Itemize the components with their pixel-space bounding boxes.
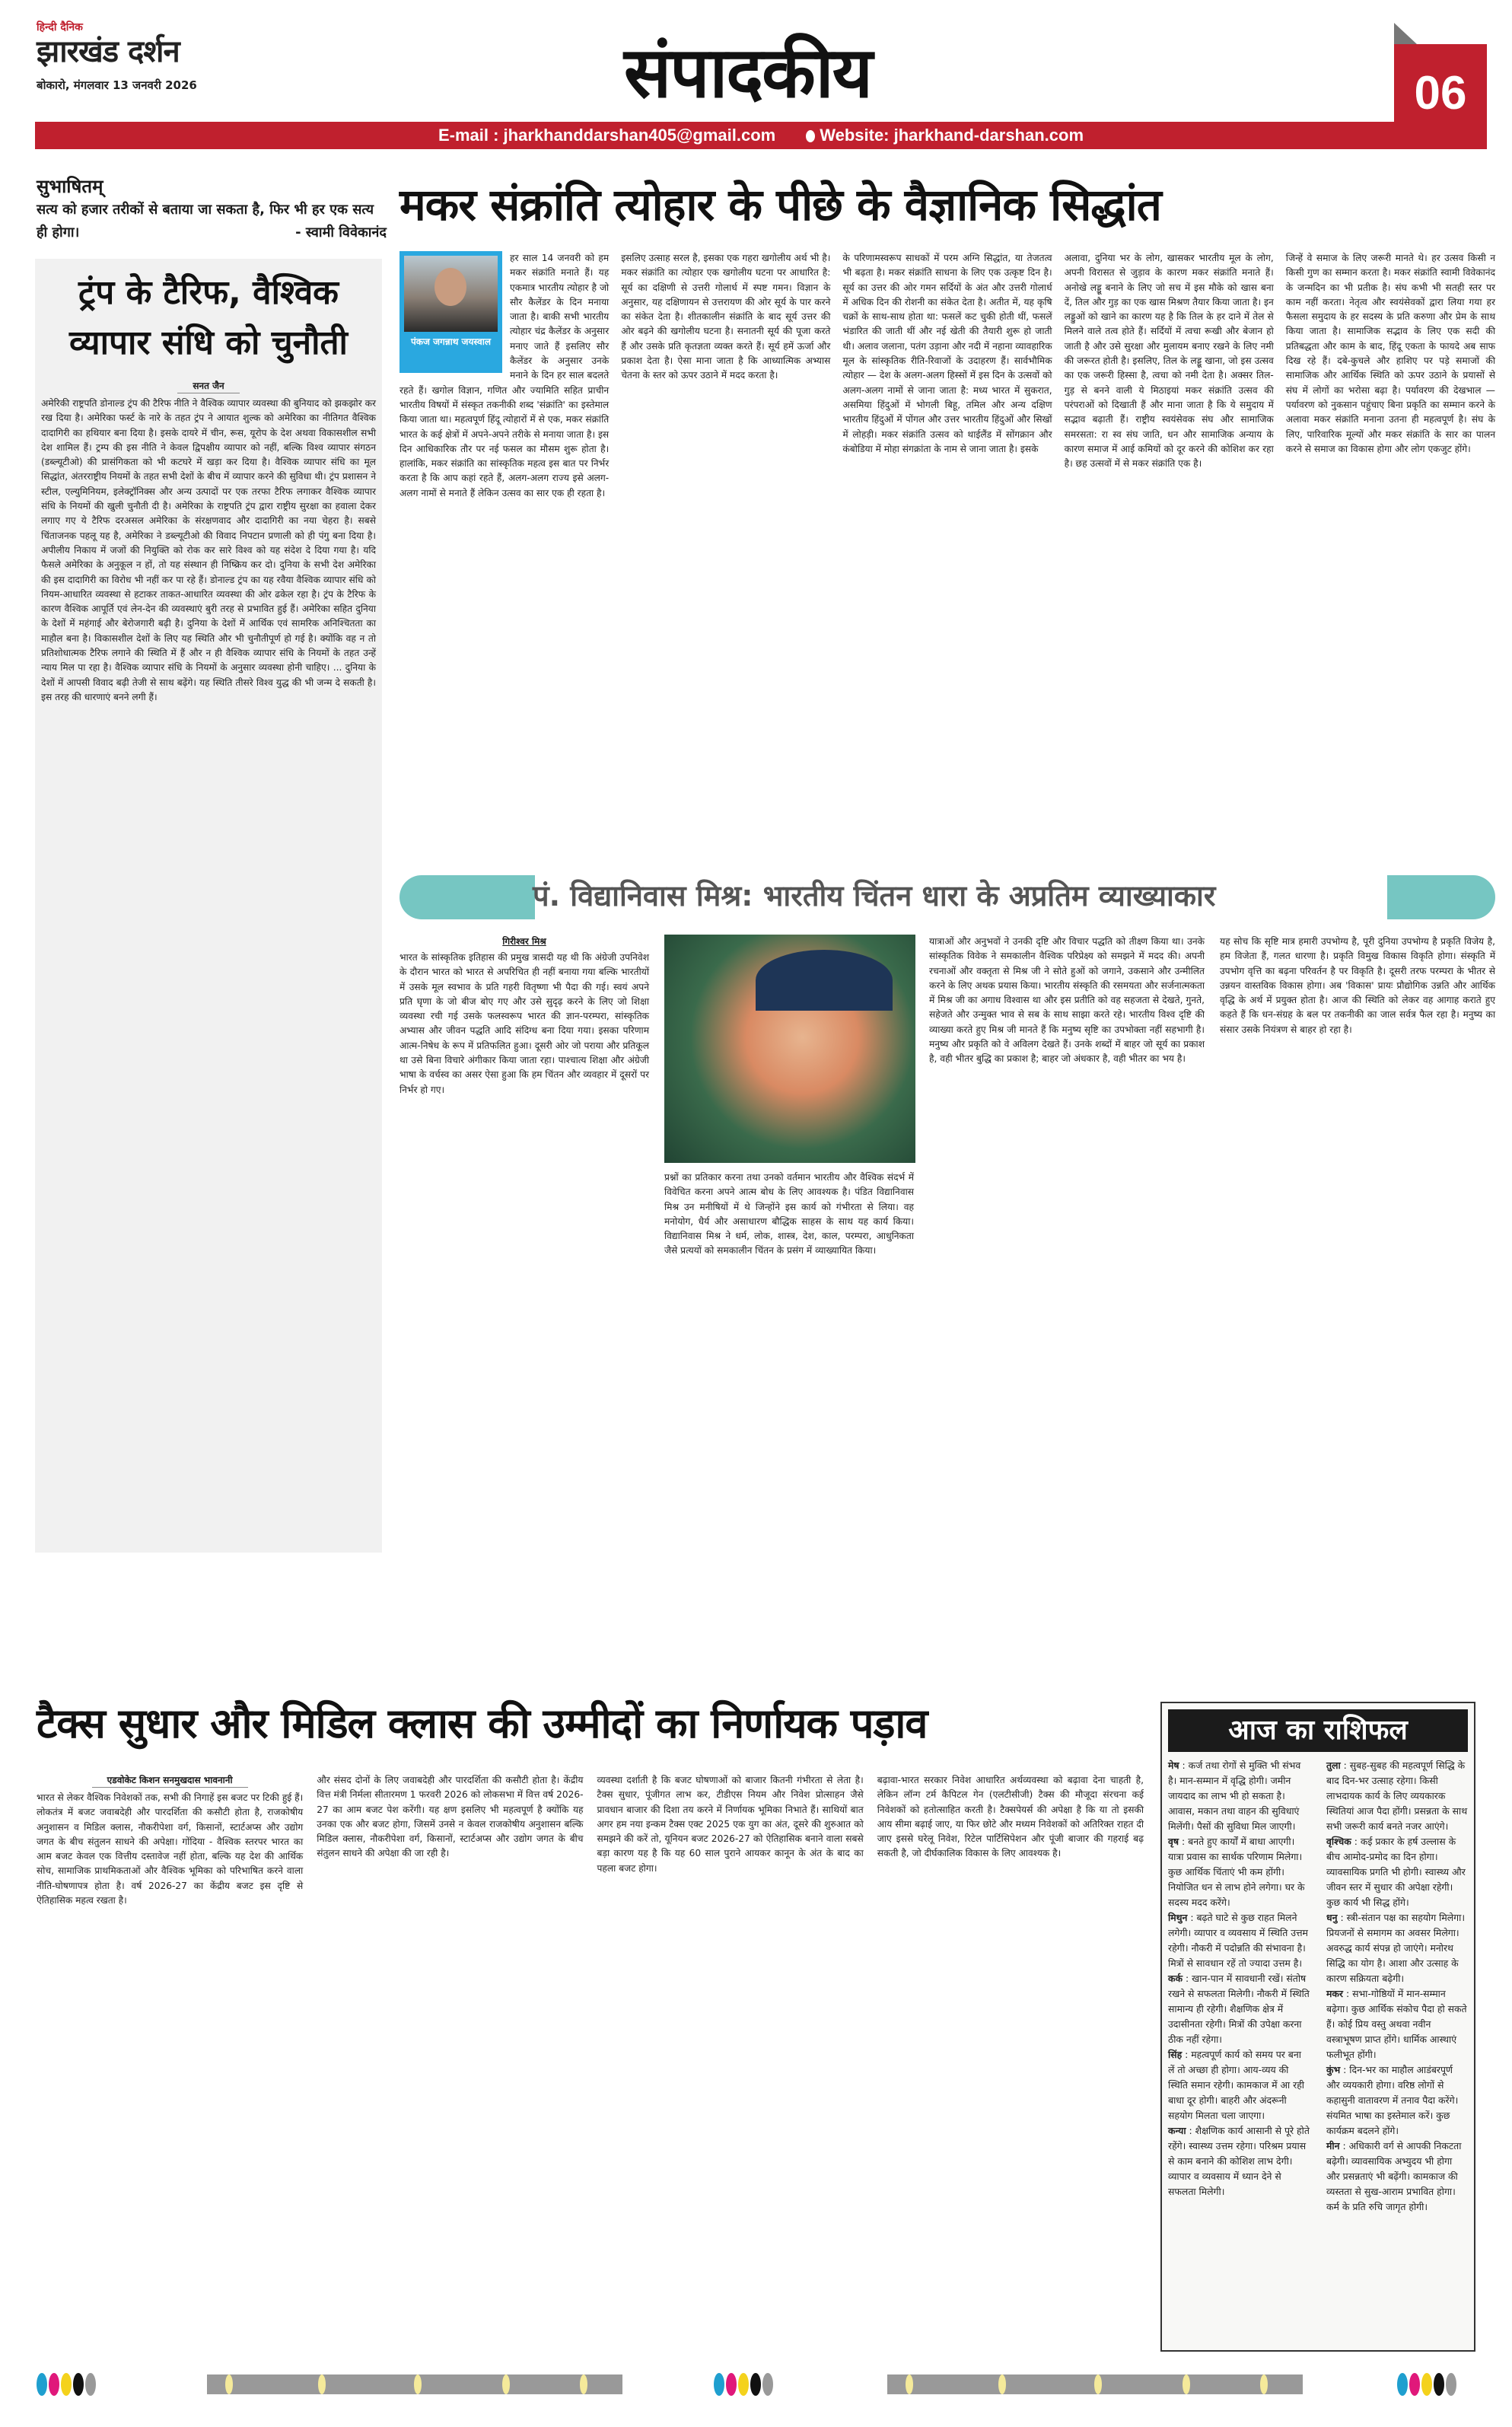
- rashi-sign: मीन: [1326, 2140, 1340, 2151]
- rashi-text: बनते हुए कार्यों में बाधा आएगी। यात्रा प्रवास का सार्थक परिणाम मिलेगा। कुछ आर्थिक चिंताएं भी कम होंगी। नियोजित धन से लाभ होने लगेगा। घर के सदस्य मदद करेंगे।: [1168, 1836, 1305, 1908]
- article-column: और संसद दोनों के लिए जवाबदेही और पारदर्शिता की कसौटी होता है। केंद्रीय वित्त मंत्री निर्मला सीतारमण 1 फरवरी 2026 को लोकसभा में वित्त वर्ष 2026-27 का आम बजट पेश करेंगी। यह क्षण इसलिए भी महत्वपूर्ण है क्योंकि यह उनका एक और बजट होगा, जिसमें उनसे न केवल राजकोषीय अनुशासन बल्कि मिडिल क्लास, नौकरीपेशा वर्ग, किसानों, स्टार्टअप्स और उद्योग जगत के बीच संतुलन साधने की अपेक्षा की जा रही है।: [317, 1775, 584, 1859]
- rashi-text: बढ़ते घाटे से कुछ राहत मिलने लगेगी। व्यापार व व्यवसाय में स्थिति उत्तम रहेगी। नौकरी में पदोन्नति की संभावना है। मित्रों से सावधान रहें तो ज्यादा उत्तम है।: [1168, 1912, 1308, 1969]
- registration-marks: [714, 2373, 773, 2396]
- rashi-item: तुला : सुबह-सुबह की महत्वपूर्ण सिद्धि के बाद दिन-भर उत्साह रहेगा। किसी लाभदायक कार्य के लिए व्ययकारक स्थितियां आज पैदा होंगी। प्रसन्नता के साथ सभी जरूरी कार्य बनते नजर आएंगे।: [1326, 1760, 1468, 1832]
- column-text: हर साल 14 जनवरी को हम मकर संक्रांति मनाते हैं। यह एकमात्र भारतीय त्योहार है जो सौर कैलेंडर के दिन मनाया जाता है। बाकी सभी भारतीय त्योहार चंद्र कैलेंडर के अनुसार मनाए जाते हैं इसलिए सौर कैलेंडर के अनुसार उनके मनाने के दिन हर साल बदलते रहते हैं। खगोल विज्ञान, गणित और ज्यामिति सहित प्राचीन भारतीय विषयों में संस्कृत तकनीकी शब्द 'संक्रांति' का इस्तेमाल किया जाता था। महत्वपूर्ण हिंदू त्योहारों में से एक, मकर संक्रांति भारत के कई क्षेत्रों में अपने-अपने तरीके से मनाया जाता है। इस दिन आधिकारिक तौर पर नई फसल का मौसम शुरू होता है। हालांकि, मकर संक्रांति का सांस्कृतिक महत्व इस बात पर निर्भर करता है कि आप कहां रहते हैं, अलग-अलग राज्य इसे अलग-अलग नामों से मनाते हैं लेकिन उत्सव का सार एक ही रहता है।: [399, 253, 610, 498]
- rashi-text: सभा-गोष्ठियों में मान-सम्मान बढ़ेगा। कुछ आर्थिक संकोच पैदा हो सकते हैं। कोई प्रिय वस्तु अथवा नवीन वस्त्राभूषण प्राप्त होंगे। धार्मिक आस्थाएं फलीभूत होंगी।: [1326, 1988, 1467, 2060]
- quote-body: सत्य को हजार तरीकों से बताया जा सकता है, फिर भी हर एक सत्य ही होगा।: [37, 202, 374, 240]
- article-column: बढ़ावा-भारत सरकार निवेश आधारित अर्थव्यवस्था को बढ़ावा देना चाहती है, लेकिन लॉन्ग टर्म कैपिटल गेन (एलटीसीजी) टैक्स की मौजूदा संरचना कई निवेशकों को हतोत्साहित करती है। टैक्सपेयर्स की अपेक्षा है कि या तो इसकी आय सीमा बढ़ाई जाए, या फिर छोटे और मध्यम निवेशकों को अतिरिक्त राहत दी जाए इससे घरेलू निवेश, रिटेल पार्टिसिपेशन और पूंजी बाजार की गहराई बढ़ सकती है, जो दीर्घकालिक विकास के लिए आवश्यक है।: [877, 1775, 1144, 1859]
- article-column: जिन्हें वे समाज के लिए जरूरी मानते थे। हर उत्सव किसी न किसी गुण का सम्मान करता है। मकर संक्रांति स्वामी विवेकानंद के जन्मदिन का भी प्रतीक है। संघ कभी भी सतही स्तर पर काम नहीं करता। नेतृत्व और स्वयंसेवकों द्वारा लिया गया हर फैसला समुदाय के हर सदस्य के प्रति करुणा और प्रेम के साथ किया जाता है। सामाजिक सद्भाव के लिए एक सदी की प्रतिबद्धता और काम के बाद, हिंदू एकता के फायदे अब साफ दिख रहे हैं। दबे-कुचले और हाशिए पर पड़े समाजों की सामाजिक और आर्थिक स्थिति को ऊपर उठाने के प्रयासों से संघ में लोगों का भरोसा बढ़ा है। पर्यावरण की देखभाल — पर्यावरण को नुकसान पहुंचाए बिना प्रकृति का सम्मान करने के अलावा मकर संक्रांति मनाना उतना ही महत्वपूर्ण है। संघ के लिए, पारिवारिक मूल्यों और मकर संक्रांति के सार का पालन करने से समाज का विकास होगा और लोग एकजुट होंगे।: [1285, 253, 1495, 454]
- rashi-sign: तुला: [1326, 1760, 1341, 1771]
- byline-name: सनत जैन: [177, 381, 239, 393]
- rashifal-title: आज का राशिफल: [1168, 1709, 1468, 1752]
- rashifal-column-right: [1326, 1758, 1468, 2215]
- rashi-item: कन्या : शैक्षणिक कार्य आसानी से पूरे होते रहेंगे। स्वास्थ्य उत्तम रहेगा। परिश्रम प्रयास से काम बनाने की कोशिश लाभ देगी। व्यापार व व्यवसाय में ध्यान देने से सफलता मिलेगी।: [1168, 2125, 1310, 2197]
- article-column: यह सोच कि सृष्टि मात्र हमारी उपभोग्य है, पूरी दुनिया उपभोग्य है प्रकृति विजेय है, हम विजेता हैं, गलत धारणा है। प्रकृति विमुख विकास विकृति होगा। संस्कृति में उपभोग वृत्ति का बढ़ना परिवर्तन है पर विकृति है। दूसरी तरफ परम्परा के भीतर से उन्नयन वास्तविक विकास होगा। अब 'विकास' प्रायः प्रौद्योगिक उन्नति और आर्थिक वृद्धि के अर्थ में प्रयुक्त होता है। आज की स्थिति को लेकर वह आगाह कराते हुए कहते हैं कि धन-संग्रह के बल पर तकनीकी का जाल सर्वत्र फैल रहा है। मनुष्य का संसार उसके नियंत्रण से बाहर हो रहा है।: [1220, 936, 1495, 1035]
- byline-name: एडवोकेट किशन सनमुखदास भावनानी: [92, 1775, 248, 1788]
- rashi-text: खान-पान में सावधानी रखें। संतोष रखने से सफलता मिलेगी। नौकरी में स्थिति सामान्य ही रहेगी। शैक्षणिक क्षेत्र में उदासीनता रहेगी। मित्रों की उपेक्षा करना ठीक नहीं रहेगा।: [1168, 1973, 1310, 2045]
- quote-text: [37, 199, 387, 244]
- rashi-item: मकर : सभा-गोष्ठियों में मान-सम्मान बढ़ेगा। कुछ आर्थिक संकोच पैदा हो सकते हैं। कोई प्रिय वस्तु अथवा नवीन वस्त्राभूषण प्राप्त होंगे। धार्मिक आस्थाएं फलीभूत होंगी।: [1326, 1988, 1467, 2060]
- rashi-sign: मकर: [1326, 1988, 1343, 1999]
- article-column: व्यवस्था दर्शाती है कि बजट घोषणाओं को बाजार कितनी गंभीरता से लेता है। टैक्स सुधार, पूंजीगत लाभ कर, टीडीएस नियम और निवेश प्रोत्साहन जैसे प्रावधान बाजार की दिशा तय करने में निर्णायक भूमिका निभाते हैं। साथियों बात अगर हम नया इन्कम टैक्स एक्ट 2025 एक युग का अंत, दूसरे की शुरुआत को समझने की करें तो, यूनियन बजट 2026-27 को ऐतिहासिक बनाने वाला सबसे बड़ा कारण यह है कि यह 60 साल पुराने आयकर कानून के अंत के बाद का पहला बजट होगा।: [597, 1775, 864, 1874]
- website-link-wrap: [806, 126, 1084, 145]
- article-byline: गिरीश्वर मिश्र: [502, 936, 546, 947]
- date-line: बोकारो, मंगलवार 13 जनवरी 2026: [37, 78, 197, 92]
- rashi-text: कई प्रकार के हर्ष उल्लास के बीच आमोद-प्रमोद का दिन होगा। व्यावसायिक प्रगति भी होगी। स्वास्थ्य और जीवन स्तर में सुधार की अपेक्षा रहेगी। कुछ कार्य भी सिद्ध होंगे।: [1326, 1836, 1466, 1908]
- rashi-item: मेष : कर्ज तथा रोगों से मुक्ति भी संभव है। मान-सम्मान में वृद्धि होगी। जमीन जायदाद का लाभ भी हो सकता है। आवास, मकान तथा वाहन की सुविधाएं मिलेंगी। पैसों की सुविधा मिल जाएगी।: [1168, 1760, 1301, 1832]
- rashi-sign: कन्या: [1168, 2125, 1186, 2136]
- print-color-bar: [0, 2373, 1512, 2396]
- column-text: प्रश्नों का प्रतिकार करना तथा उनको वर्तमान भारतीय और वैश्विक संदर्भ में विवेचित करना अपने आत्म बोध के लिए आवश्यक है। पंडित विद्यानिवास मिश्र उन मनीषियों में थे जिन्होंने इस कार्य को गंभीरता से लिया। वह मनोयोग, धैर्य और असाधारण बौद्धिक साहस के साथ यह कार्य किया। विद्यानिवास मिश्र ने धर्म, लोक, शास्त्र, देश, काल, परम्परा, आधुनिकता जैसे प्रत्ययों को समकालीन चिंतन के प्रसंग में व्याख्यायित किया।: [664, 1172, 914, 1256]
- email-link[interactable]: E-mail : jharkhanddarshan405@gmail.com: [438, 126, 776, 145]
- contact-bar: [35, 122, 1487, 149]
- rashi-text: शैक्षणिक कार्य आसानी से पूरे होते रहेंगे। स्वास्थ्य उत्तम रहेगा। परिश्रम प्रयास से काम बनाने की कोशिश लाभ देगी। व्यापार व व्यवसाय में ध्यान देने से सफलता मिलेगी।: [1168, 2125, 1310, 2197]
- brand-name: झारखंड दर्शन: [37, 34, 180, 69]
- page-corner-decoration: [1394, 23, 1417, 44]
- rashi-sign: धनु: [1326, 1912, 1338, 1923]
- rashi-item: वृष : बनते हुए कार्यों में बाधा आएगी। यात्रा प्रवास का सार्थक परिणाम मिलेगा। कुछ आर्थिक चिंताएं भी कम होंगी। नियोजित धन से लाभ होने लगेगा। घर के सदस्य मदद करेंगे।: [1168, 1836, 1305, 1908]
- tax-article: [37, 1773, 1144, 2352]
- grey-strip: [887, 2374, 1303, 2394]
- article-column: [37, 1773, 303, 2352]
- rashi-sign: कर्क: [1168, 1973, 1183, 1984]
- rashi-text: महत्वपूर्ण कार्य को समय पर बना लें तो अच्छा ही होगा। आय-व्यय की स्थिति समान रहेगी। कामकाज में आ रही बाधा दूर होगी। बाहरी और अंदरूनी सहयोग मिलता चला जाएगा।: [1168, 2049, 1304, 2121]
- article-headline: ट्रंप के टैरिफ, वैश्विक व्यापार संधि को चुनौती: [69, 273, 348, 362]
- article-column: अलावा, दुनिया भर के लोग, खासकर भारतीय मूल के लोग, अपनी विरासत से जुड़ाव के कारण मकर संक्रांति मनाते हैं। अनोखे लड्डू बनाने के लिए जो सच में इस मौके को खास बना दें, तिल और गुड़ का एक खास मिश्रण तैयार किया जाता है। इन लड्डुओं को खाने का कारण यह है कि तिल के हर दाने में तेल से मिलने वाले तत्व होते हैं। सर्दियों में त्वचा रूखी और बेजान हो जाती है और उसे सुरक्षा और मुलायम बनाए रखने के लिए नमी की जरूरत होती है। इसलिए, तिल के लड्डू खाना, जो इस उत्सव का एक जरूरी हिस्सा है, त्वचा को नमी देता है। अक्सर तिल-गुड़ से बनने वाली ये मिठाइयां मकर संक्रांति उत्सव की परंपराओं को दिखाती हैं और माना जाता है कि ये समुदाय में सद्भाव बढ़ाती हैं। राष्ट्रीय स्वयंसेवक संघ और सामाजिक समरसता: रा स्व संघ जाति, धन और सामाजिक अन्याय के कारण समाज में आई कमियों को दूर करने की कोशिश कर रहा है। छह उत्सवों में से मकर संक्रांति एक है।: [1064, 253, 1274, 470]
- article-column: [664, 935, 914, 1665]
- rashi-text: अधिकारी वर्ग से आपकी निकटता बढ़ेगी। व्यावसायिक अभ्युदय भी होगा और प्रसन्नताएं भी बढ़ेंगी। कामकाज की व्यस्तता से सुख-आराम प्रभावित होगा। कर्म के प्रति रुचि जागृत होगी।: [1326, 2140, 1462, 2212]
- rashi-item: धनु : स्त्री-संतान पक्ष का सहयोग मिलेगा। प्रियजनों से समागम का अवसर मिलेगा। अवरुद्ध कार्य संपन्न हो जाएंगे। मनोरथ सिद्धि का योग है। आशा और उत्साह के कारण सक्रियता बढ़ेगी।: [1326, 1912, 1466, 1984]
- newspaper-brand: [37, 21, 280, 93]
- article-body: अमेरिकी राष्ट्रपति डोनाल्ड ट्रंप की टैरिफ नीति ने वैश्विक व्यापार व्यवस्था की बुनियाद को झकझोर कर रख दिया है। अमेरिका फर्स्ट के नारे के तहत ट्रंप ने आयात शुल्क को अमेरिका का नीतिगत वैश्विक दादागिरी का हथियार बना दिया है। इसके दायरे में चीन, रूस, यूरोप के देश अथवा विकासशील सभी देश शामिल हैं। ट्रम्प की इस नीति ने केवल द्विपक्षीय व्यापार को नहीं, बल्कि विश्व व्यापार संगठन (डब्ल्यूटीओ) की प्रासंगिकता को भी कटघरे में खड़ा कर दिया है। वैश्विक व्यापार संधि का मूल सिद्धांत, अंतरराष्ट्रीय नियमों के तहत सभी देशों के बीच में व्यापार करने की सुविधा थी। ट्रंप प्रशासन ने स्टील, एल्युमिनियम, इलेक्ट्रॉनिक्स और अन्य उत्पादों पर एक तरफा टैरिफ लगाकर वैश्विक व्यापार संधि के नियमों की खुली चुनौती दी है। अमेरिका के राष्ट्रपति ट्रंप द्वारा राष्ट्रीय सुरक्षा का हवाला देकर लगाए गए ये टैरिफ दरअसल अमेरिका के संरक्षणवाद और दादागिरी का नया चेहरा है। सबसे चिंताजनक पहलू यह है, अमेरिका ने डब्ल्यूटीओ की विवाद निपटान प्रणाली को ही पंगु बना दिया है। अपीलीय निकाय में जजों की नियुक्ति को रोक कर सारे विश्व को यह संदेश दे दिया गया है। यदि फैसले अमेरिका के अनुकूल न हों, तो यह संस्थान ही निष्क्रिय कर दो। दुनिया के सभी देश अमेरिका की इस दादागिरी का विरोध भी नहीं कर पा रहे हैं। डोनाल्ड ट्रंप का यह रवैया वैश्विक व्यापार संधि को नियम-आधारित व्यवस्था से हटाकर ताकत-आधारित व्यवस्था की ओर ढकेल रहा है। ट्रंप के टैरिफ के कारण वैश्विक आपूर्ति एवं लेन-देन की व्यवस्थाएं बुरी तरह से प्रभावित हुई हैं। अमेरिका सहित दुनिया के देशों में महंगाई और बेरोजगारी बढ़ी है। दुनिया के देशों में आर्थिक एवं सामरिक अनिश्चितता का माहौल बना है। विकासशील देशों के लिए यह स्थिति और भी चुनौतीपूर्ण हो गई है। क्योंकि वह न तो प्रतिशोधात्मक टैरिफ लगाने की स्थिति में हैं और न ही वैश्विक व्यापार संधि के नियमों के तहत उन्हें न्याय मिल पा रहा है। वैश्विक व्यापार संधि के नियमों के अनुसार व्यवस्था होनी चाहिए। ... दुनिया के देशों में आपसी विवाद बढ़ी तेजी से साथ बढ़ेंगे। यह स्थिति तीसरे विश्व युद्ध की भी जन्म दे सकती है। इस तरह की धारणाएं बनने लगी हैं।: [41, 398, 376, 702]
- rashifal-columns: [1168, 1758, 1468, 2215]
- article-column: के परिणामस्वरूप साधकों में परम अग्नि सिद्धांत, या तेजतत्व भी बढ़ता है। मकर संक्रांति साधना के लिए एक उत्कृष्ट दिन है। सूर्य का उत्तर की ओर गमन सर्दियों के अंत और उत्तरी गोलार्ध में अधिक दिन की रोशनी का संकेत देता है। अतीत में, यह कृषि चक्रों के साथ-साथ होता था: फसलें कट चुकी होती थीं, फसलें भंडारित की जाती थीं और नई खेती की तैयारी शुरू हो जाती थी। अलाव जलाना, पतंग उड़ाना और नदी में नहाना व्यावहारिक मूल के सांस्कृतिक रीति-रिवाजों के उदाहरण हैं। सार्वभौमिक त्योहार — देश के अलग-अलग हिस्सों में इस दिन के उत्सवों को अलग-अलग नामों से जाना जाता है: मध्य भारत में सुकरात, असमिया हिंदुओं में भोगली बिहू, तमिल और अन्य दक्षिण भारतीय हिंदुओं में पोंगल और उत्तर भारतीय हिंदुओं और सिखों में लोहड़ी। मकर संक्रांति उत्सव को थाईलैंड में सोंगक्रान और कंबोडिया में मोहा संगक्रांता के नाम से जाना जाता है। इसके: [842, 253, 1052, 454]
- rashi-text: कर्ज तथा रोगों से मुक्ति भी संभव है। मान-सम्मान में वृद्धि होगी। जमीन जायदाद का लाभ भी हो सकता है। आवास, मकान तथा वाहन की सुविधाएं मिलेंगी। पैसों की सुविधा मिल जाएगी।: [1168, 1760, 1301, 1832]
- rashifal-column-left: [1168, 1758, 1310, 2215]
- rashi-sign: वृश्चिक: [1326, 1836, 1351, 1847]
- brand-subtitle: हिन्दी दैनिक: [37, 21, 83, 33]
- portrait-photo: [664, 935, 915, 1163]
- rashi-item: मीन : अधिकारी वर्ग से आपकी निकटता बढ़ेगी। व्यावसायिक अभ्युदय भी होगा और प्रसन्नताएं भी बढ़ेंगी। कामकाज की व्यस्तता से सुख-आराम प्रभावित होगा। कर्म के प्रति रुचि जागृत होगी।: [1326, 2140, 1462, 2212]
- rashi-sign: वृष: [1168, 1836, 1179, 1847]
- grey-strip: [207, 2374, 622, 2394]
- rashi-text: दिन-भर का माहौल आडंबरपूर्ण और व्ययकारी होगा। वरिष्ठ लोगों से कहासुनी वातावरण में तनाव पैदा करेंगे। संयमित भाषा का इस्तेमाल करें। कुछ कार्यक्रम बदलने होंगे।: [1326, 2064, 1459, 2136]
- rashi-item: कुंभ : दिन-भर का माहौल आडंबरपूर्ण और व्ययकारी होगा। वरिष्ठ लोगों से कहासुनी वातावरण में तनाव पैदा करेंगे। संयमित भाषा का इस्तेमाल करें। कुछ कार्यक्रम बदलने होंगे।: [1326, 2064, 1459, 2136]
- article-column: इसलिए उत्साह सरल है, इसका एक गहरा खगोलीय अर्थ भी है। मकर संक्रांति का त्योहार एक खगोलीय घटना पर आधारित है: सूर्य का दक्षिणी से उत्तरी गोलार्ध में स्पष्ट गमन। विज्ञान के अनुसार, यह दक्षिणायन से उत्तरायण की ओर सूर्य के पार करने का संकेत देता है। शीतकालीन संक्रांति के बाद सूर्य उत्तर की ओर बढ़ने की खगोलीय घटना है। सनातनी सूर्य की पूजा करते हैं और उसके प्रति कृतज्ञता व्यक्त करते हैं। सूर्य हमें ऊर्जा और प्रकाश देता है। ऐसा माना जाता है कि आध्यात्मिक अभ्यास चेतना के स्तर को ऊपर उठाने में मदद करता है।: [621, 253, 831, 381]
- bullet-icon: [806, 130, 815, 142]
- page-number: 06: [1394, 44, 1487, 143]
- rashi-sign: मिथुन: [1168, 1912, 1188, 1923]
- rashi-item: मिथुन : बढ़ते घाटे से कुछ राहत मिलने लगेगी। व्यापार व व्यवसाय में स्थिति उत्तम रहेगी। नौकरी में पदोन्नति की संभावना है। मित्रों से सावधान रहें तो ज्यादा उत्तम है।: [1168, 1912, 1308, 1969]
- misra-headline: पं. विद्यानिवास मिश्र: भारतीय चिंतन धारा के अप्रतिम व्याख्याकार: [533, 879, 1216, 913]
- misra-article: [399, 935, 1495, 1665]
- article-column: यात्राओं और अनुभवों ने उनकी दृष्टि और विचार पद्धति को तीक्ष्ण किया था। उनके सांस्कृतिक विवेक ने समकालीन वैश्विक परिप्रेक्ष्य को समझने में मदद की। अपनी रचनाओं और वक्तृता से मिश्र जी ने सोते हुओं को जगाने, उकसाने और उन्मीलित करने के लिए अथक प्रयास किया। भारतीय संस्कृति की रसमयता और सर्जनात्मकता में मिश्र जी का अगाध विश्वास था और इस प्रतीति को वह सहजता से देखते, गुनते, सहेजते और उन्मुक्त भाव से सब के साथ साझा करते रहे। भारतीय विश्व दृष्टि की व्याख्या करते हुए मिश्र जी मानते हैं कि मनुष्य सृष्टि का उपभोक्ता नहीं सहभागी है। मनुष्य और प्रकृति को वे अविलग देखते हैं। उनके शब्दों में बाहर जो सूर्य का प्रकाश है, वही भीतर बुद्धि का प्रकाश है; बाहर जो अंधकार है, वही भीतर का भय है।: [929, 936, 1205, 1065]
- rashi-sign: मेष: [1168, 1760, 1179, 1771]
- makar-article: [399, 251, 1495, 852]
- article-column: [399, 251, 609, 852]
- rashi-item: कर्क : खान-पान में सावधानी रखें। संतोष रखने से सफलता मिलेगी। नौकरी में स्थिति सामान्य ही रहेगी। शैक्षणिक क्षेत्र में उदासीनता रहेगी। मित्रों की उपेक्षा करना ठीक नहीं रहेगा।: [1168, 1973, 1310, 2045]
- rashi-sign: सिंह: [1168, 2049, 1183, 2060]
- article-byline: [41, 379, 376, 392]
- rashi-item: वृश्चिक : कई प्रकार के हर्ष उल्लास के बीच आमोद-प्रमोद का दिन होगा। व्यावसायिक प्रगति भी होगी। स्वास्थ्य और जीवन स्तर में सुधार की अपेक्षा रहेगी। कुछ कार्य भी सिद्ध होंगे।: [1326, 1836, 1466, 1908]
- author-card: [399, 251, 502, 373]
- quote-author: - स्वामी विवेकानंद: [295, 225, 387, 240]
- masthead: [0, 0, 1512, 152]
- article-byline: [37, 1773, 303, 1786]
- article-column: [399, 935, 649, 1665]
- tax-headline: टैक्स सुधार और मिडिल क्लास की उम्मीदों का निर्णायक पड़ाव: [37, 1699, 928, 1747]
- quote-title: सुभाषितम्: [37, 176, 103, 197]
- column-text: भारत के सांस्कृतिक इतिहास की प्रमुख त्रासदी यह थी कि अंग्रेजी उपनिवेश के दौरान भारत को भारत से अपरिचित ही नहीं बनाया गया बल्कि भारतीयों में उसके मूल स्वभाव के प्रति गहरी वितृष्णा भी पैदा की गई। स्वयं अपने प्रति घृणा के जो बीज बोए गए और उसे सुदृढ़ करने के लिए जो शिक्षा व्यवस्था रची गई उसके फलस्वरूप भारत की ज्ञान-परम्परा, सांस्कृतिक अभ्यास और जीवन पद्धति आदि संदिग्ध बना दिया गया। इसका परिणाम आत्म-निषेध के रूप में प्रतिफलित हुआ। दूसरी ओर जो पराया और प्रतिकूल था उसे बिना विचारे अंगीकार किया जाता रहा। पाश्चात्य शिक्षा और अंग्रेजी भाषा के वर्चस्व का असर ऐसा हुआ कि हम चिंतन और व्यवहार में दूसरों पर निर्भर हो गए।: [399, 952, 649, 1095]
- author-name: पंकज जगन्नाथ जयस्वाल: [410, 336, 492, 347]
- makar-headline: मकर संक्रांति त्योहार के पीछे के वैज्ञानिक सिद्धांत: [399, 179, 1161, 231]
- registration-marks: [1397, 2373, 1456, 2396]
- registration-marks: [37, 2373, 96, 2396]
- rashi-item: सिंह : महत्वपूर्ण कार्य को समय पर बना लें तो अच्छा ही होगा। आय-व्यय की स्थिति समान रहेगी। कामकाज में आ रही बाधा दूर होगी। बाहरी और अंदरूनी सहयोग मिलता चला जाएगा।: [1168, 2049, 1304, 2121]
- website-link[interactable]: Website: jharkhand-darshan.com: [820, 126, 1084, 145]
- section-title: संपादकीय: [624, 31, 871, 113]
- trump-article: [35, 259, 382, 1553]
- column-text: भारत से लेकर वैश्विक निवेशकों तक, सभी की निगाहें इस बजट पर टिकी हुई हैं। लोकतंत्र में बजट जवाबदेही और पारदर्शिता की कसौटी होता है, राजकोषीय अनुशासन व मिडिल क्लास, नौकरीपेशा वर्ग, किसानों, स्टार्टअप्स और उद्योग जगत के बीच संतुलन साधने की अपेक्षा। गोंदिया - वैश्विक स्तरपर भारत का आम बजट केवल एक वित्तीय दस्तावेज नहीं होता, बल्कि यह देश की आर्थिक सोच, सामाजिक प्राथमिकताओं और वैश्विक भूमिका को परिभाषित करने वाला नीति-घोषणापत्र होता है। वर्ष 2026-27 का केंद्रीय बजट इस दृष्टि से ऐतिहासिक महत्व रखता है।: [37, 1792, 304, 1906]
- author-photo: [404, 256, 498, 332]
- rashi-sign: कुंभ: [1326, 2064, 1341, 2075]
- rashi-text: स्त्री-संतान पक्ष का सहयोग मिलेगा। प्रियजनों से समागम का अवसर मिलेगा। अवरुद्ध कार्य संपन्न हो जाएंगे। मनोरथ सिद्धि का योग है। आशा और उत्साह के कारण सक्रियता बढ़ेगी।: [1326, 1912, 1466, 1984]
- quote-box: [37, 174, 387, 244]
- rashi-text: सुबह-सुबह की महत्वपूर्ण सिद्धि के बाद दिन-भर उत्साह रहेगा। किसी लाभदायक कार्य के लिए व्ययकारक स्थितियां आज पैदा होंगी। प्रसन्नता के साथ सभी जरूरी कार्य बनते नजर आएंगे।: [1326, 1760, 1468, 1832]
- rashifal-box: [1160, 1702, 1475, 2352]
